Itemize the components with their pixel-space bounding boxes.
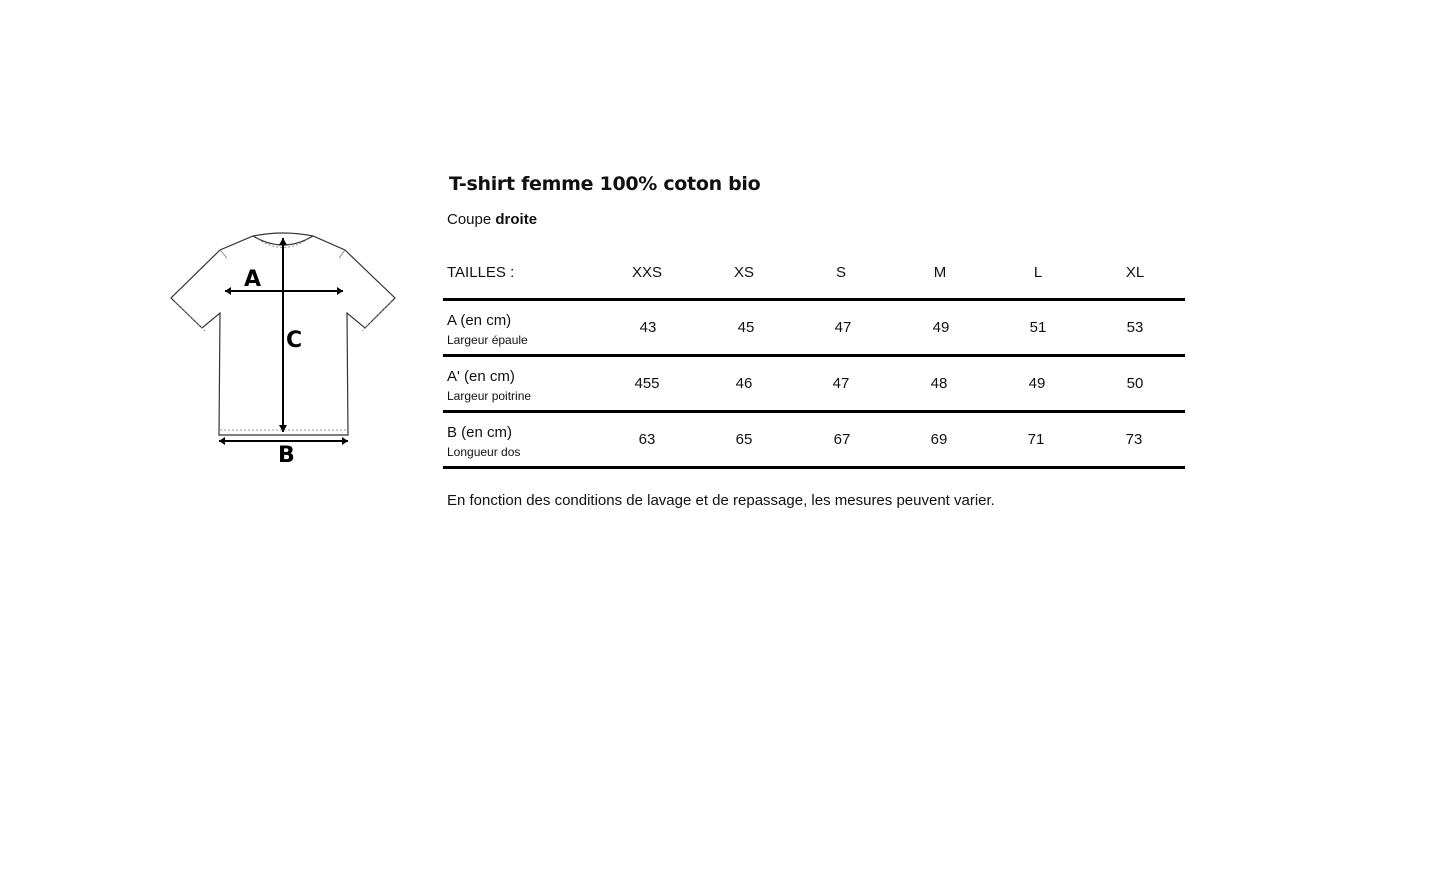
table-cell: 46 xyxy=(735,375,753,392)
table-cell: 49 xyxy=(932,319,950,336)
table-cell: 63 xyxy=(638,431,656,448)
table-cell: 53 xyxy=(1126,319,1144,336)
size-header-cell: XL xyxy=(1125,264,1145,281)
row-label: A (en cm) xyxy=(447,312,512,329)
table-cell: 45 xyxy=(737,319,755,336)
table-cell: 47 xyxy=(832,375,850,392)
row-label: B (en cm) xyxy=(447,424,513,441)
tshirt-diagram xyxy=(165,228,405,473)
table-cell: 455 xyxy=(634,375,660,392)
cut-value: droite xyxy=(495,211,538,228)
size-header-cell: S xyxy=(835,264,846,281)
table-cell: 65 xyxy=(735,431,753,448)
row-sublabel: Largeur poitrine xyxy=(447,389,532,403)
table-cell: 69 xyxy=(930,431,948,448)
dimension-letter-a: A xyxy=(244,267,262,292)
cut-line xyxy=(447,211,537,228)
table-cell: 49 xyxy=(1028,375,1046,392)
care-note: En fonction des conditions de lavage et de repassage, les mesures peuvent varier. xyxy=(447,492,995,509)
size-header-cell: XXS xyxy=(631,264,662,281)
table-row xyxy=(443,357,1185,413)
row-sublabel: Longueur dos xyxy=(447,445,521,459)
size-table xyxy=(443,250,1185,469)
table-cell: 48 xyxy=(930,375,948,392)
dimension-letter-c: C xyxy=(286,328,303,353)
row-label: A' (en cm) xyxy=(447,368,515,385)
product-title: T-shirt femme 100% coton bio xyxy=(449,173,761,195)
table-row xyxy=(443,301,1185,357)
tshirt-outline-illustration xyxy=(165,228,405,473)
size-header-cell: L xyxy=(1033,264,1043,281)
table-cell: 71 xyxy=(1027,431,1045,448)
table-row xyxy=(443,413,1185,469)
table-cell: 47 xyxy=(834,319,852,336)
table-cell: 67 xyxy=(833,431,851,448)
sizes-header-label: TAILLES : xyxy=(447,264,515,281)
table-cell: 43 xyxy=(639,319,657,336)
table-cell: 51 xyxy=(1029,319,1047,336)
size-header-cell: M xyxy=(933,264,947,281)
dimension-letter-b: B xyxy=(278,443,295,468)
table-header-row xyxy=(443,250,1185,301)
size-header-cell: XS xyxy=(733,264,754,281)
row-sublabel: Largeur épaule xyxy=(447,333,528,347)
table-cell: 50 xyxy=(1126,375,1144,392)
cut-label: Coupe xyxy=(447,211,492,228)
table-cell: 73 xyxy=(1125,431,1143,448)
